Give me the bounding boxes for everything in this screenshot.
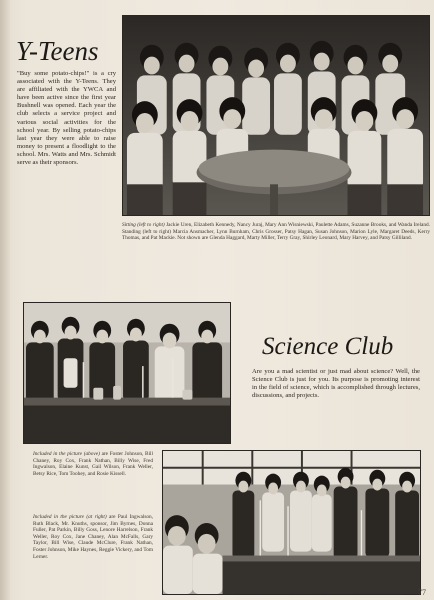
science-caption-above-lead: Included in the picture (above): [33, 451, 100, 457]
page-number: 77: [418, 588, 426, 597]
science-caption-above-names: are Foster Johnson, Bill Chaney, Roy Cox, Frank Nathan, Billy Wise, Fred Ingwalson, Elaine Kunst, Gail Wilson, Frank Weller, Betsy Rice, Tom Toohey, and Rosie Kissell.: [33, 451, 153, 477]
yteens-photo-image: [123, 16, 429, 215]
science-club-photo-above: [23, 302, 231, 444]
yteens-caption-lead: Sitting (left to right): [122, 222, 165, 228]
yteens-caption-names: Jackie Uren, Elizabeth Kennedy, Nancy Juraj, Mary Ann Wisniewski, Paulette Adams, Suzanne Brooks, and Wanda Ireland. Standing (left to right) Marcia Ansmacher, Lynn Burnham, Chris Grosser, Patsy Hagan, Susan Johnson, Marion Lyle, Margaret Deeds, Kerry Thomas, and Pat Mackie. Not shown are Glenda Haggard, Marty Miller, Terry Gray, Shirley Leonard, Mary Harvey, and Patsy Gilliland.: [122, 222, 430, 242]
yteens-heading: Y-Teens: [16, 36, 99, 66]
yteens-body-text: "Buy some potato-chips!" is a cry associated with the Y-Teens. They are affiliated with the YWCA and have been active since the first year Bushnell was opened. Each year the club selects a service project and various social activities for the school year. By selling potato-chips last year they were able to raise money to present a floodlight to the school. Mrs. Watts and Mrs. Schmidt serve as their sponsors.: [17, 70, 116, 167]
science-club-body-text: Are you a mad scientist or just mad about science? Well, the Science Club is just for you. Its purpose is promoting interest in the field of science, which is accomplished through lectures, discussions, and projects.: [252, 368, 420, 400]
yteens-group-photo: [122, 15, 430, 216]
yteens-caption: [122, 222, 430, 242]
science-photo-right-image: [163, 451, 420, 594]
science-club-photo-right: [162, 450, 421, 595]
science-caption-right-names: are Paul Ingwalson, Ruth Black, Mr. Knuths, sponsor, Jim Byrnes, Donna Fuller, Pat Parkin, Billy Goss, Lenore Harrelson, Frank Weller, Roy Cox, Jane Chaney, Alan McFalls, Gary Taylor, Bill Wise, Claude McClure, Frank Nathan, Foster Johnson, Mike Haynes, Reggie Vickery, and Tom Lerner.: [33, 514, 153, 560]
science-photo-above-image: [24, 303, 230, 443]
page-gutter-shadow: [0, 0, 10, 600]
science-club-heading: Science Club: [262, 333, 394, 360]
science-caption-right-lead: Included in the picture (at right): [33, 514, 107, 520]
science-caption-right: [33, 514, 153, 560]
science-caption-above: [33, 451, 153, 477]
